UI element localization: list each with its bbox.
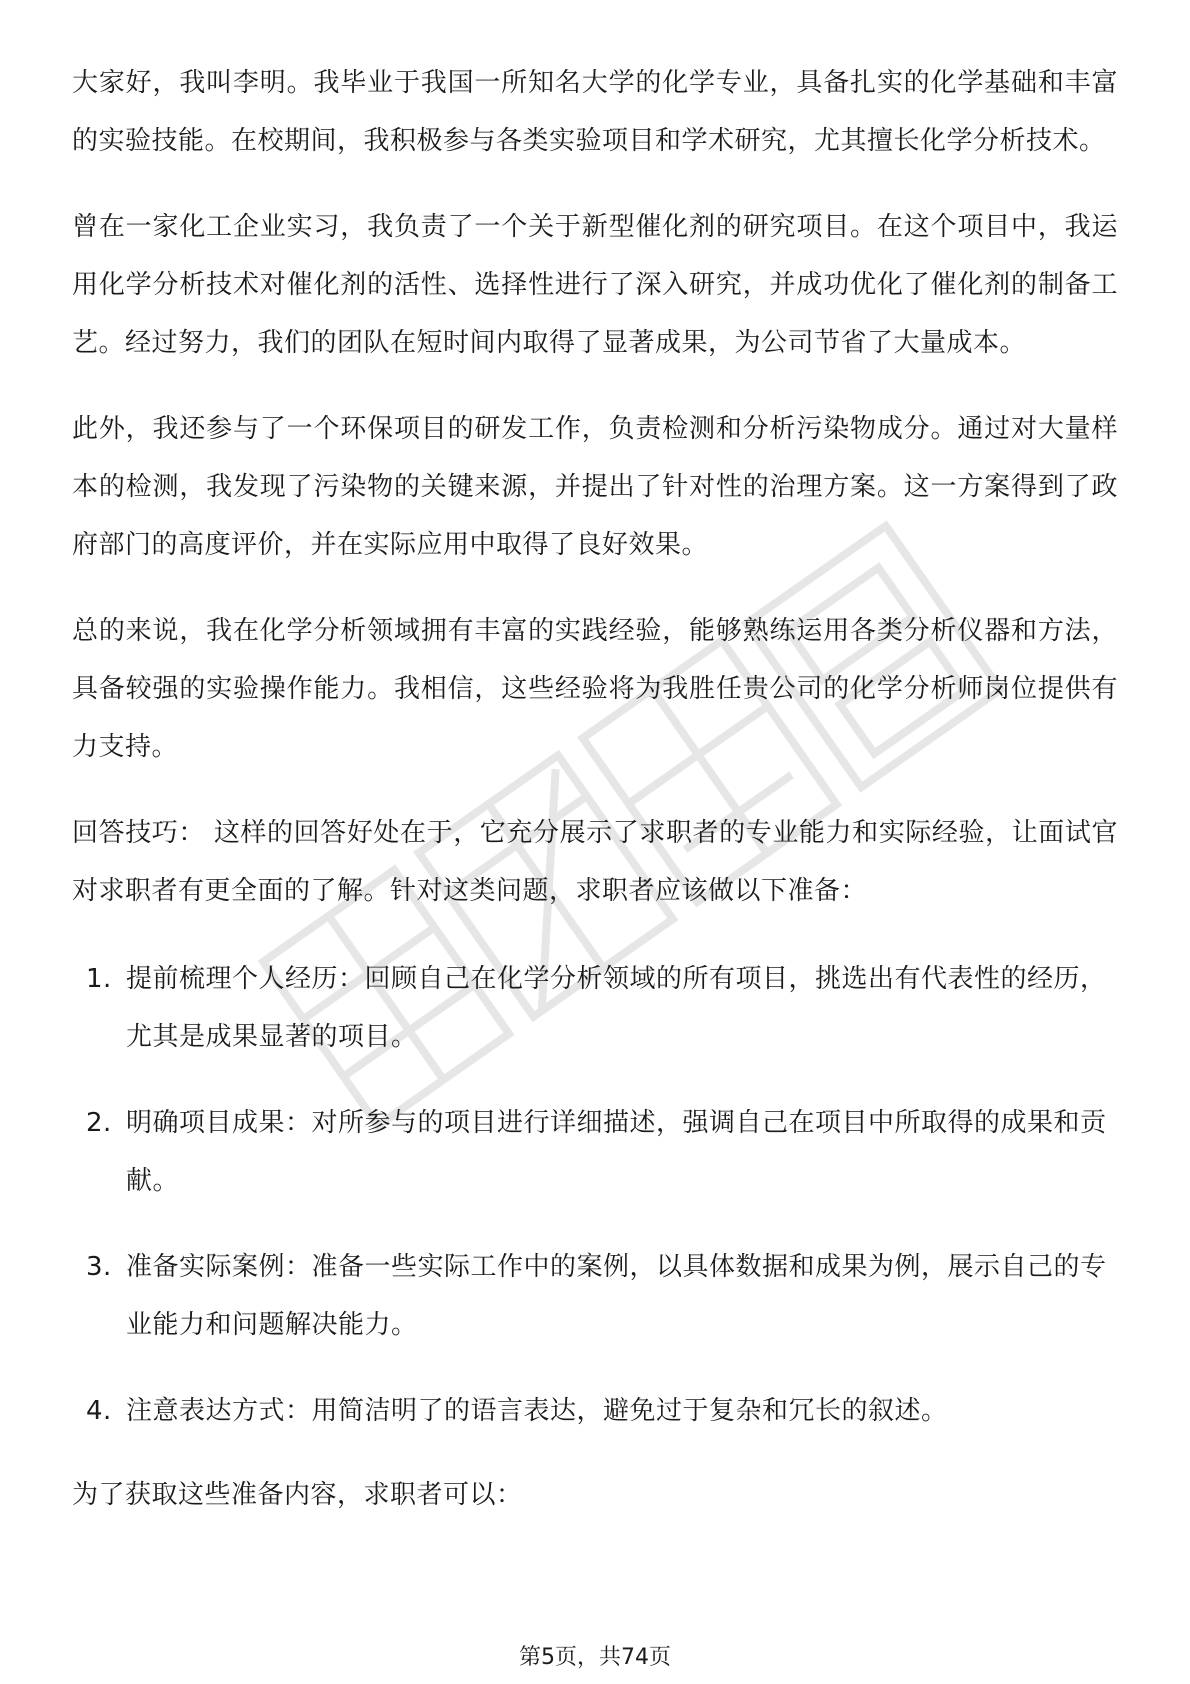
list-number: 1. [86, 964, 112, 994]
paragraph-environmental-project: 此外，我还参与了一个环保项目的研发工作，负责检测和分析污染物成分。通过对大量样本的检测，我发现了污染物的关键来源，并提出了针对性的治理方案。这一方案得到了政府部门的高度评价，并在实际应用中取得了良好效果。 [72, 414, 1118, 560]
answer-tips-intro: 回答技巧： 这样的回答好处在于，它充分展示了求职者的专业能力和实际经验，让面试官对求职者有更全面的了解。针对这类问题，求职者应该做以下准备： [72, 818, 1118, 906]
list-item-text: 明确项目成果：对所参与的项目进行详细描述，强调自己在项目中所取得的成果和贡献。 [126, 1108, 1107, 1196]
tips-list [72, 950, 1118, 1440]
page-number-footer: 第5页，共74页 [519, 1645, 671, 1670]
list-item [72, 950, 1118, 1066]
list-item [72, 1382, 1118, 1440]
closing-line: 为了获取这些准备内容，求职者可以： [72, 1480, 523, 1510]
list-number: 4. [86, 1396, 112, 1426]
list-item-text: 提前梳理个人经历：回顾自己在化学分析领域的所有项目，挑选出有代表性的经历，尤其是成果显著的项目。 [126, 964, 1107, 1052]
list-item [72, 1094, 1118, 1210]
list-number: 2. [86, 1108, 112, 1138]
list-item [72, 1238, 1118, 1354]
paragraph-summary: 总的来说，我在化学分析领域拥有丰富的实践经验，能够熟练运用各类分析仪器和方法，具备较强的实验操作能力。我相信，这些经验将为我胜任贵公司的化学分析师岗位提供有力支持。 [72, 616, 1118, 762]
list-item-text: 注意表达方式：用简洁明了的语言表达，避免过于复杂和冗长的叙述。 [126, 1396, 948, 1426]
list-item-text: 准备实际案例：准备一些实际工作中的案例，以具体数据和成果为例，展示自己的专业能力和问题解决能力。 [126, 1252, 1107, 1340]
document-body [72, 54, 1118, 1524]
paragraph-intro: 大家好，我叫李明。我毕业于我国一所知名大学的化学专业，具备扎实的化学基础和丰富的实验技能。在校期间，我积极参与各类实验项目和学术研究，尤其擅长化学分析技术。 [72, 68, 1118, 156]
list-number: 3. [86, 1252, 112, 1282]
paragraph-internship: 曾在一家化工企业实习，我负责了一个关于新型催化剂的研究项目。在这个项目中，我运用化学分析技术对催化剂的活性、选择性进行了深入研究，并成功优化了催化剂的制备工艺。经过努力，我们的团队在短时间内取得了显著成果，为公司节省了大量成本。 [72, 212, 1118, 358]
